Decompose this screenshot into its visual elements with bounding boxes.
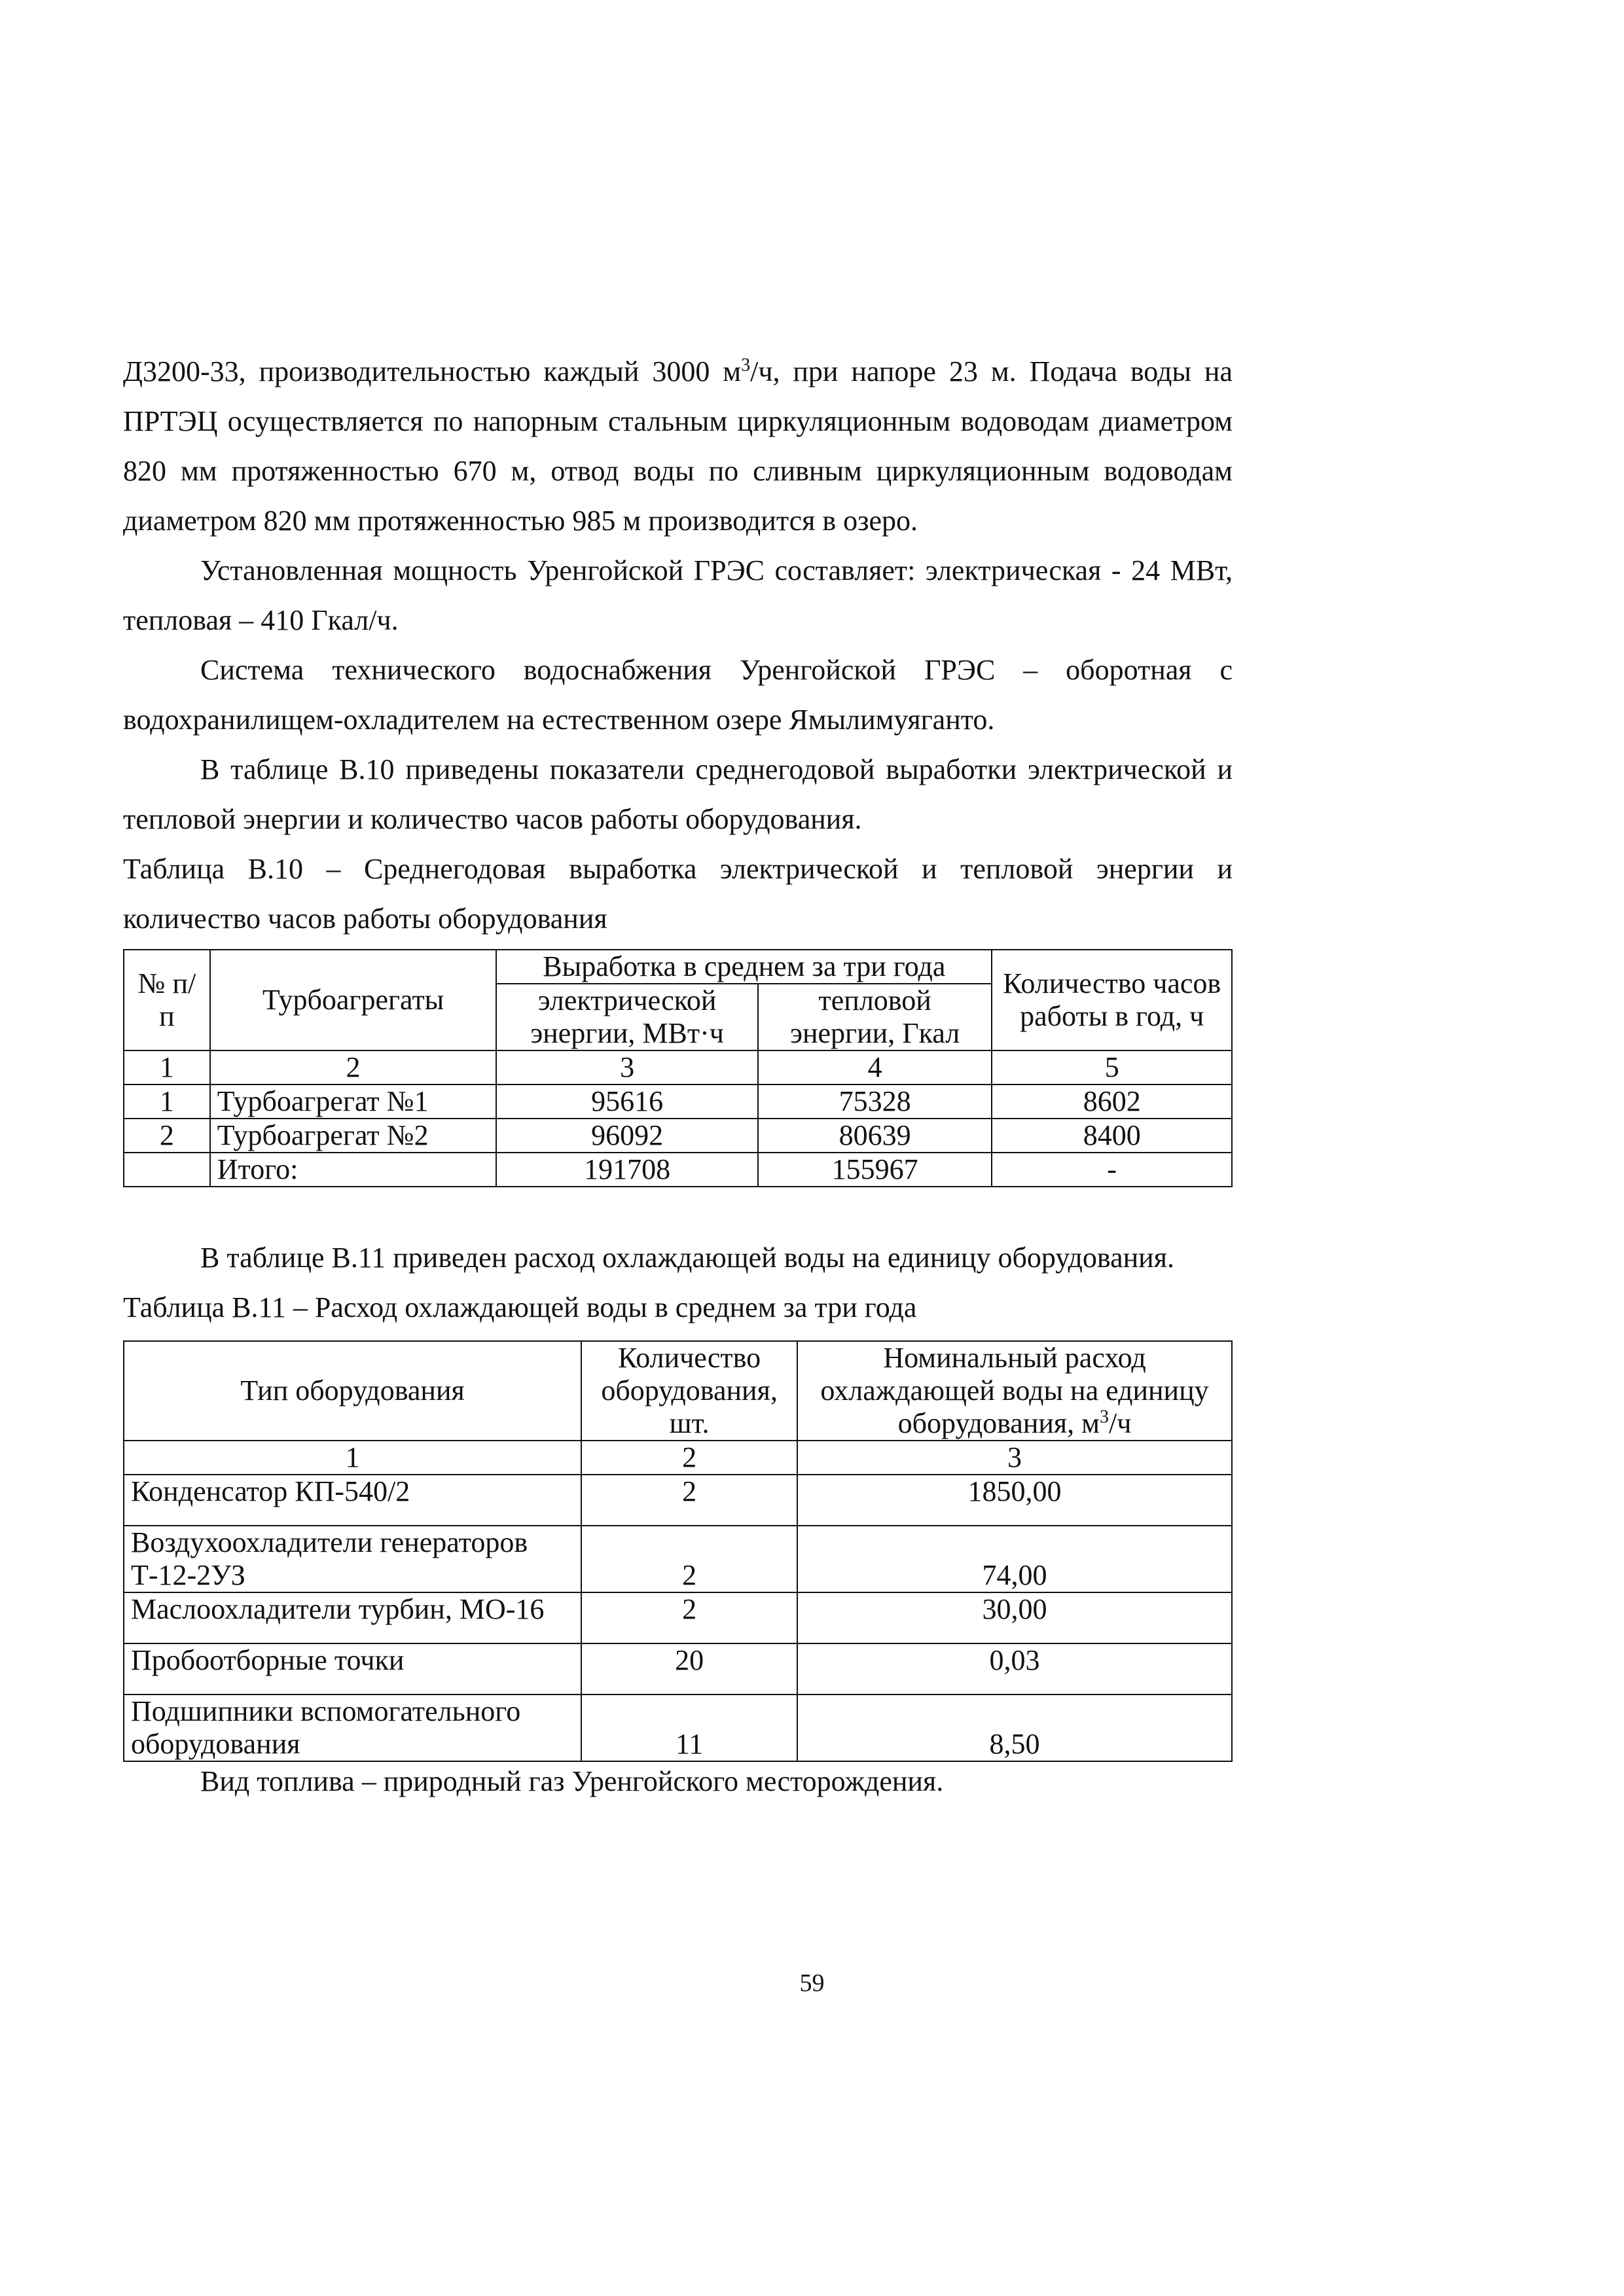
header-equipment-type: Тип оборудования [124,1341,581,1441]
table-cell: 2 [124,1119,210,1153]
table-row [124,1475,1232,1526]
table-cell: Маслоохладители турбин, МО-16 [124,1592,581,1643]
paragraph-water-supply: Система технического водоснабжения Уренгойской ГРЭС – оборотная с водохранилищем-охладителем на естественном озере Ямылимуяганто. [123,654,1233,736]
table-header-row [124,1341,1232,1441]
table-cell: 2 [581,1475,797,1526]
table-cell: 155967 [758,1153,992,1187]
table-cell: 11 [581,1695,797,1761]
table-cell: Подшипники вспомогательного оборудования [124,1695,581,1761]
paragraph-capacity: Установленная мощность Уренгойской ГРЭС составляет: электрическая - 24 МВт, тепловая – 410 Гкал/ч. [123,554,1233,636]
paragraph-intake [123,347,1233,546]
table-cell: Турбоагрегат №1 [210,1085,497,1119]
table-cell: 3 [797,1441,1232,1475]
text-fragment: Д3200-33, производительностью каждый 3000 м [123,355,742,387]
table-cell: - [992,1153,1232,1187]
table-cell: 74,00 [797,1526,1232,1592]
table-cell: 2 [581,1592,797,1643]
table-cell: 1 [124,1085,210,1119]
table-number-row [124,1050,1232,1085]
header-hours: Количество часов работы в год, ч [992,950,1232,1050]
table-cell: 191708 [496,1153,758,1187]
table-header-row [124,950,1232,984]
table-cell: 8602 [992,1085,1232,1119]
table-cell: Турбоагрегат №2 [210,1119,497,1153]
header-flow-rate [797,1341,1232,1441]
table-number-row [124,1441,1232,1475]
table-cell: 2 [210,1050,497,1085]
table-cell: 20 [581,1643,797,1695]
table-row [124,1119,1232,1153]
table-cell: 75328 [758,1085,992,1119]
table-cell: 2 [581,1526,797,1592]
table-cell: 95616 [496,1085,758,1119]
table-cell: 30,00 [797,1592,1232,1643]
table-cell: 2 [581,1441,797,1475]
text-fragment: ПРТЭЦ осуществляется по напорным стальным циркуляционным водоводам диаметром 820 мм протяженностью 670 м, отвод воды по сливным циркуляционным водоводам диаметром 820 мм протяженностью 985 м производится в озеро. [123,405,1233,537]
table10-caption: Таблица В.10 – Среднегодовая выработка электрической и тепловой энергии и количество часов работы оборудования [123,853,1233,935]
table-cell: 8400 [992,1119,1232,1153]
table-cell: 4 [758,1050,992,1085]
text-fragment: /ч [1109,1407,1132,1439]
table-cell: 1 [124,1441,581,1475]
table-row [124,1526,1232,1592]
table-row [124,1695,1232,1761]
table11-caption: Таблица В.11 – Расход охлаждающей воды в среднем за три года [123,1291,917,1323]
page-number: 59 [799,1969,825,1997]
header-generation-group: Выработка в среднем за три года [496,950,992,984]
table-cell: 1850,00 [797,1475,1232,1526]
paragraph-fuel: Вид топлива – природный газ Уренгойского месторождения. [200,1765,944,1797]
text-fragment: Номинальный расход охлаждающей воды на единицу оборудования, м [820,1342,1209,1439]
superscript: 3 [1100,1407,1109,1427]
table-cell: Итого: [210,1153,497,1187]
table-cell: 3 [496,1050,758,1085]
header-turbine: Турбоагрегаты [210,950,497,1050]
superscript: 3 [741,355,751,376]
table-total-row [124,1153,1232,1187]
table-cell: 8,50 [797,1695,1232,1761]
table-cell: Конденсатор КП-540/2 [124,1475,581,1526]
table-cell: 80639 [758,1119,992,1153]
header-quantity: Количество оборудования, шт. [581,1341,797,1441]
table-cell: 0,03 [797,1643,1232,1695]
table-cell: Пробоотборные точки [124,1643,581,1695]
document-body [123,347,1233,1801]
table-cell: 96092 [496,1119,758,1153]
paragraph-table10-intro: В таблице В.10 приведены показатели среднегодовой выработки электрической и тепловой энергии и количество часов работы оборудования. [123,753,1233,835]
text-fragment: /ч, при напоре 23 м. Подача воды на [750,355,1233,387]
table-cell: 1 [124,1050,210,1085]
table-generation [123,949,1233,1187]
header-heat: тепловой энергии, Гкал [758,984,992,1050]
table-row [124,1592,1232,1643]
table-cell: 5 [992,1050,1232,1085]
table-cooling-water [123,1340,1233,1762]
paragraph-table11-intro: В таблице В.11 приведен расход охлаждающей воды на единицу оборудования. [200,1242,1174,1274]
header-electric: электрической энергии, МВт·ч [496,984,758,1050]
table-cell [124,1153,210,1187]
table-cell: Воздухоохладители генераторов Т-12-2УЗ [124,1526,581,1592]
table-row [124,1643,1232,1695]
header-number: № п/п [124,950,210,1050]
table-row [124,1085,1232,1119]
